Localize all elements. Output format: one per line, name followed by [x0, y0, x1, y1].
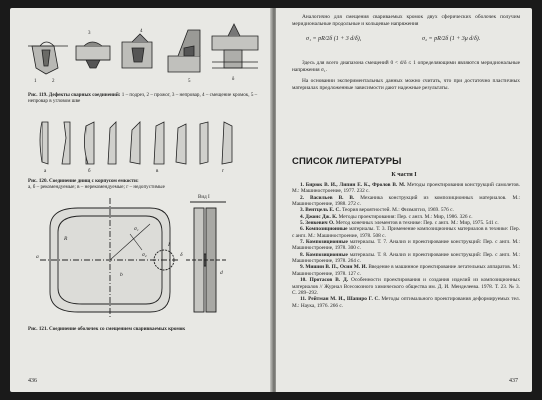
page-number-right: 437 [509, 378, 518, 384]
figure-121-shell-joint [30, 194, 252, 320]
svg-text:R: R [64, 236, 68, 242]
svg-text:δ: δ [232, 77, 235, 82]
page-number-left: 436 [28, 378, 37, 384]
figure-121-caption [28, 326, 260, 332]
svg-text:d: d [220, 270, 223, 276]
figure-119-caption [28, 92, 260, 104]
reference-text: материалы. Т. 8. Анализ и проектирование конструкций: Пер. с англ. М.: Машиностроение, 1978. 264 с. [292, 251, 520, 265]
reference-author: 2. Васильев В. В. [300, 194, 355, 201]
svg-text:1: 1 [34, 79, 37, 84]
svg-text:I: I [168, 242, 170, 248]
figure-120-bottom-joints [36, 118, 246, 174]
formula-sigma-1: σ₁ = pR/2δ (1 + 3 d/δ), [306, 36, 362, 42]
left-page [10, 8, 272, 392]
svg-text:а: а [44, 169, 47, 174]
reference-text: Теория вероятностей. М.: Физматгиз, 1969. 576 с. [340, 207, 454, 214]
reference-item [292, 277, 520, 296]
svg-text:σ₂: σ₂ [142, 252, 147, 258]
reference-text: Введение в машинное проектирование летательных аппаратов. М.: Машиностроение, 1978. 127 с. [292, 264, 520, 277]
reference-item [292, 195, 520, 208]
svg-text:b: b [120, 272, 123, 278]
reference-author: 6. Композиционные [300, 226, 348, 233]
reference-text: Методы проектирования конструкций самолетов. М.: Машиностроение, 1977. 232 с. [292, 182, 520, 195]
svg-text:δ: δ [180, 252, 183, 258]
reference-text: Метод конечных элементов в технике: Пер. с англ. М.: Мир, 1975. 541 с. [334, 220, 499, 227]
figure-120-caption-title: Рис. 120. Соединение днищ с корпусом емкости: [28, 178, 139, 184]
paragraph-meridional: Здесь для всего диапазона смещений 0 < d/δ ≤ 1 определяющими являются меридиональные напряжения σ₁. [292, 60, 520, 73]
svg-text:г: г [222, 169, 225, 174]
svg-text:σ₁: σ₁ [134, 226, 139, 232]
reference-author: 11. Рейтман М. И., Шапиро Г. С. [300, 296, 380, 303]
svg-text:a: a [36, 254, 39, 260]
reference-author: 7. Композиционные [300, 239, 348, 246]
reference-author: 10. Протасов В. Д. [300, 277, 349, 284]
references-heading: СПИСОК ЛИТЕРАТУРЫ [292, 156, 402, 167]
reference-item [292, 226, 520, 239]
reference-author: 4. Джонс Дж. К. [300, 213, 338, 220]
reference-text: Механика конструкций из композиционных материалов. М.: Машиностроение, 1988. 272 с. [292, 194, 520, 208]
reference-text: Методы проектирования: Пер. с англ. М.: Мир, 1986. 326 с. [337, 213, 473, 220]
paragraph-spherical-shells: Аналогично для смещения сваривaемых кромок двух сферических оболочек получим меридиональные продольные и кольцевые напряжения [292, 14, 520, 27]
reference-item [292, 264, 520, 277]
reference-item [292, 252, 520, 265]
formula-sigma-2: σ₂ = pR/2δ (1 + 3μ d/δ). [422, 36, 481, 42]
figure-120-caption-body: а, б – рекомендуемые; в – нерекомендуемые; г – недопустимые [28, 184, 165, 191]
paragraph-experimental: На основании экспериментальных данных можно считать, что при достаточно пластичных материалах предложенные зависимости дают надежные результаты. [292, 78, 520, 91]
reference-text: материалы. Т. 3. Применение композиционных материалов в технике: Пер. с англ. М.: Машиностроение, 1978. 508 с. [292, 226, 520, 239]
reference-author: 3. Вентцель Е. С. [300, 207, 341, 214]
references-part-heading: К части I [391, 172, 417, 178]
reference-author: 8. Композиционные [300, 251, 348, 258]
reference-item [292, 239, 520, 252]
reference-author: 5. Зенкевич О. [300, 220, 335, 227]
svg-text:5: 5 [188, 79, 191, 84]
reference-author: 9. Мишин В. П., Осин М. И. [300, 264, 367, 271]
reference-author: 1. Бирюк В. И., Липин Е. К., Фролов В. М. [300, 182, 406, 188]
figure-120-caption [28, 178, 260, 190]
svg-text:б: б [88, 169, 91, 174]
figure-119-weld-defects [28, 16, 264, 88]
reference-item [292, 296, 520, 309]
figure-121-view-label: Вид I [198, 194, 210, 200]
reference-text: материалы. Т. 7. Анализ и проектирование конструкций: Пер. с англ. М.: Машиностроение, 1978. 300 с. [292, 239, 520, 252]
svg-text:3: 3 [88, 31, 91, 36]
right-page [276, 8, 532, 392]
reference-item [292, 182, 520, 195]
figure-119-caption-body: 1 – подрез, 2 – прожог, 3 – непровар, 4 – смещение кромок, 5 – непровар в угловом шве [28, 92, 258, 105]
svg-text:2: 2 [52, 79, 55, 84]
svg-text:4: 4 [140, 29, 143, 34]
reference-text: Методы оптимального проектирования деформируемых тел. М.: Наука, 1976. 266 с. [292, 296, 520, 309]
references-list [292, 182, 520, 309]
figure-119-caption-title: Рис. 119. Дефекты сварных соединений: [28, 92, 121, 98]
reference-text: Особенности проектирования и создания изделий из композиционных материалов // Журнал Всесоюзного химического общества им. Д. И. Менделеева. 1978. Т. 23. № 3. С. 289–292. [292, 277, 520, 296]
figure-121-caption-text: Рис. 121. Соединение оболочек со смещением сваривваемых кромок [28, 326, 186, 332]
svg-text:в: в [156, 169, 159, 174]
